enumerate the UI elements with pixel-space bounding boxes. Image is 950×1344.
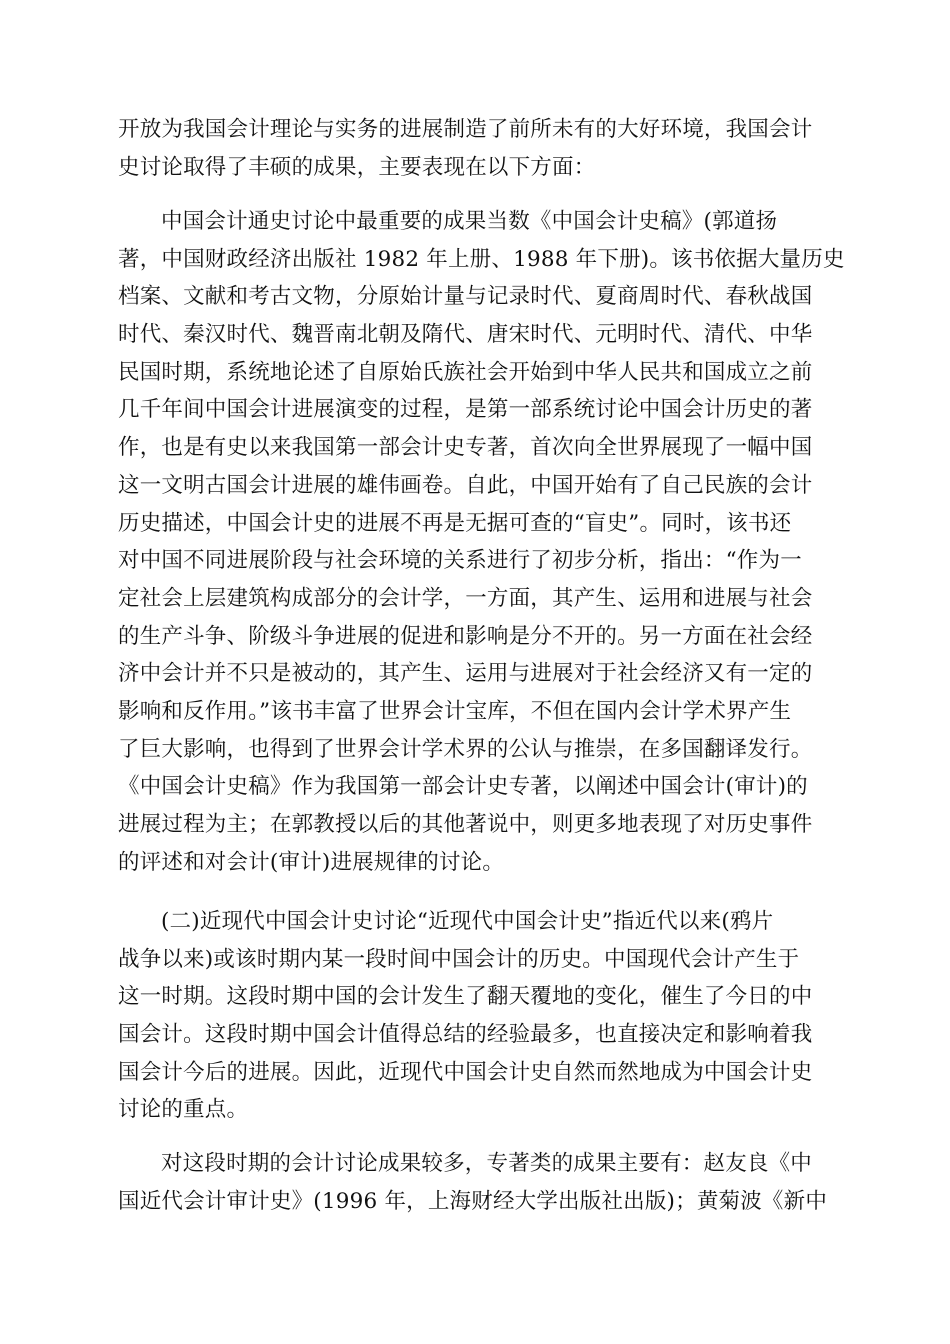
text-line: 作，也是有史以来我国第一部会计史专著，首次向全世界展现了一幅中国 [118,435,813,461]
text-line: 著，中国财政经济出版社 1982 年上册、1988 年下册)。该书依据大量历史 [118,246,845,272]
text-line: 影响和反作用。”该书丰富了世界会计宝库，不但在国内会计学术界产生 [118,698,792,724]
text-line: 中国会计通史讨论中最重要的成果当数《中国会计史稿》(郭道扬 [161,209,778,234]
paragraph-modern-history [118,903,836,1129]
text-line: 战争以来)或该时期内某一段时间中国会计的历史。中国现代会计产生于 [118,946,800,972]
paragraph-research-results [118,1145,836,1220]
text-line: 国近代会计审计史》(1996 年，上海财经大学出版社出版)；黄菊波《新中 [118,1188,828,1214]
text-line: 对这段时期的会计讨论成果较多，专著类的成果主要有：赵友良《中 [161,1151,813,1176]
paragraph-general-history [118,203,845,881]
text-line: 开放为我国会计理论与实务的进展制造了前所未有的大好环境，我国会计 [118,117,813,142]
text-line: 几千年间中国会计进展演变的过程，是第一部系统讨论中国会计历史的著 [118,397,813,423]
text-line: 国会计。这段时期中国会计值得总结的经验最多，也直接决定和影响着我 [118,1022,813,1048]
text-line: 对中国不同进展阶段与社会环境的关系进行了初步分析，指出：“作为一 [118,548,802,574]
text-line: 了巨大影响，也得到了世界会计学术界的公认与推崇，在多国翻译发行。 [118,736,813,762]
text-line: 国会计今后的进展。因此，近现代中国会计史自然而然地成为中国会计史 [118,1059,813,1085]
text-line: 进展过程为主；在郭教授以后的其他著说中，则更多地表现了对历史事件 [118,812,813,837]
text-line: 这一文明古国会计进展的雄伟画卷。自此，中国开始有了自己民族的会计 [118,472,813,498]
text-line: 档案、文献和考古文物，分原始计量与记录时代、夏商周时代、春秋战国 [118,284,813,310]
paragraph-opening [118,111,836,186]
text-line: (二)近现代中国会计史讨论“近现代中国会计史”指近代以来(鸦片 [161,909,774,934]
text-line: 济中会计并不只是被动的，其产生、运用与进展对于社会经济又有一定的 [118,661,813,687]
text-line: 的评述和对会计(审计)进展规律的讨论。 [118,849,505,875]
text-line: 《中国会计史稿》作为我国第一部会计史专著，以阐述中国会计(审计)的 [118,774,808,800]
text-line: 讨论的重点。 [118,1097,249,1123]
text-line: 定社会上层建筑构成部分的会计学，一方面，其产生、运用和进展与社会 [118,585,813,611]
text-line: 这一时期。这段时期中国的会计发生了翻天覆地的变化，催生了今日的中 [118,984,813,1010]
text-line: 的生产斗争、阶级斗争进展的促进和影响是分不开的。另一方面在社会经 [118,623,813,649]
text-line: 史讨论取得了丰硕的成果，主要表现在以下方面： [118,154,596,180]
text-line: 民国时期，系统地论述了自原始氏族社会开始到中华人民共和国成立之前 [118,359,813,385]
text-line: 时代、秦汉时代、魏晋南北朝及隋代、唐宋时代、元明时代、清代、中华 [118,322,813,348]
text-line: 历史描述，中国会计史的进展不再是无据可查的“盲史”。同时，该书还 [118,510,792,536]
